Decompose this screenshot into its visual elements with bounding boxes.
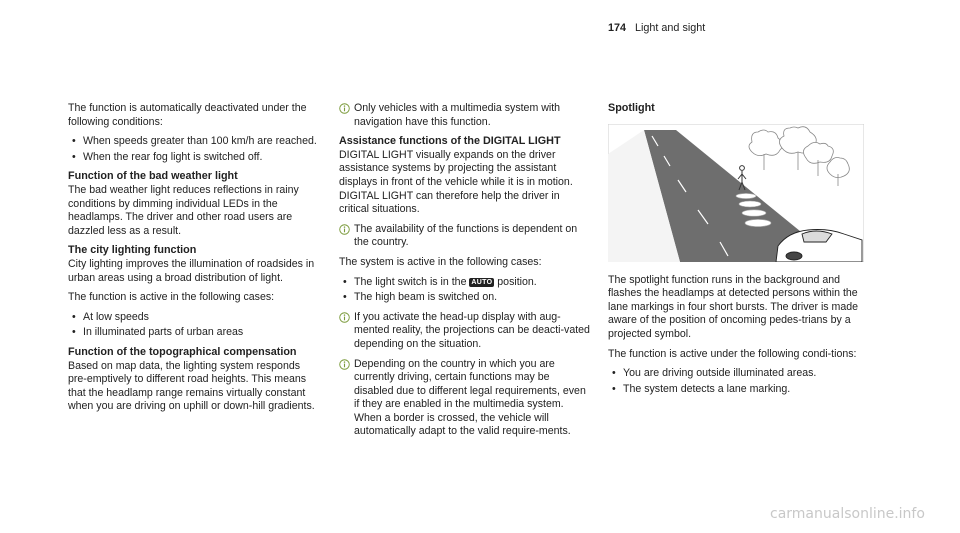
system-active-list	[339, 276, 591, 305]
heading-city-lighting: The city lighting function	[68, 244, 197, 257]
heading-bad-weather: Function of the bad weather light	[68, 170, 238, 183]
list-item: • In illuminated parts of urban areas	[72, 326, 244, 339]
page-number: 174	[608, 22, 627, 34]
bullet-icon: •	[612, 367, 616, 380]
info-icon	[339, 312, 350, 323]
paragraph-digital-light: DIGITAL LIGHT visually expands on the driver assistance systems by projecting the assistant displays in front of the vehicle while it is in motion. DIGITAL LIGHT can therefore help the driver in critical situations.	[339, 148, 573, 216]
deactivation-list	[68, 135, 320, 164]
bullet-icon: •	[72, 310, 76, 323]
list-item: • The light switch is in the AUTO position.	[343, 275, 537, 288]
list-item: • The high beam is switched on.	[343, 291, 498, 304]
heading-topographical: Function of the topographical compensation	[68, 345, 297, 358]
paragraph-system-active: The system is active in the following cases:	[339, 255, 542, 268]
info-icon	[339, 359, 350, 370]
section-title: Light and sight	[635, 22, 706, 34]
list-item: • You are driving outside illuminated areas.	[612, 367, 817, 380]
bullet-icon: •	[343, 275, 347, 288]
page-header	[608, 22, 705, 36]
bullet-icon: •	[612, 382, 616, 395]
paragraph-topographical: Based on map data, the lighting system responds pre-emptively to different road heights. This means that the headlamp range remains virtually constant when you are driving on uphill or down-hill gradients.	[68, 359, 315, 413]
deactivation-intro: The function is automatically deactivated under the following conditions:	[68, 102, 307, 128]
paragraph-spotlight: The spotlight function runs in the background and flashes the headlamps at detected persons within the lane markings in four short bursts. The driver is made aware of the position of oncoming pedes-trians by a projected symbol.	[608, 273, 859, 340]
heading-spotlight: Spotlight	[608, 102, 655, 114]
paragraph-bad-weather: The bad weather light reduces reflections in rainy conditions by dimming individual LEDs in the headlamps. The driver and other road users are dazzled less as a result.	[68, 183, 299, 237]
bullet-icon: •	[72, 150, 76, 163]
column-2	[339, 102, 591, 445]
paragraph-city-active: The function is active in the following cases:	[68, 291, 275, 304]
list-item: • The system detects a lane marking.	[612, 382, 791, 395]
watermark: carmanualsonline.info	[770, 506, 925, 522]
list-item: • When the rear fog light is switched off.	[72, 150, 263, 163]
note: The availability of the functions is dependent on the country.	[339, 223, 591, 250]
spotlight-illustration	[608, 124, 864, 262]
note: Only vehicles with a multimedia system with navigation have this function.	[339, 102, 591, 129]
note: If you activate the head-up display with aug-mented reality, the projections can be deacti-vated depending on the situation.	[339, 311, 591, 352]
bullet-icon: •	[72, 135, 76, 148]
heading-digital-light: Assistance functions of the DIGITAL LIGHT	[339, 135, 561, 148]
list-item: • At low speeds	[72, 310, 149, 323]
info-icon	[339, 224, 350, 235]
column-1	[68, 102, 320, 420]
paragraph-city-lighting: City lighting improves the illumination of roadsides in urban areas using a broad distribution of light.	[68, 257, 315, 284]
spotlight-list	[608, 367, 864, 396]
column-3	[608, 102, 864, 402]
city-list	[68, 311, 320, 340]
bullet-icon: •	[343, 291, 347, 304]
info-icon	[339, 103, 350, 114]
paragraph-spotlight-active: The function is active under the following condi-tions:	[608, 347, 857, 360]
list-item: • When speeds greater than 100 km/h are reached.	[72, 135, 317, 148]
bullet-icon: •	[72, 326, 76, 339]
auto-switch-icon: AUTO	[471, 278, 493, 286]
note: Depending on the country in which you are currently driving, certain functions may be disabled due to different legal requirements, even if they are enabled in the multimedia system. When a border is crossed, the vehicle will automatically adapt to the valid require-ments.	[339, 358, 591, 440]
